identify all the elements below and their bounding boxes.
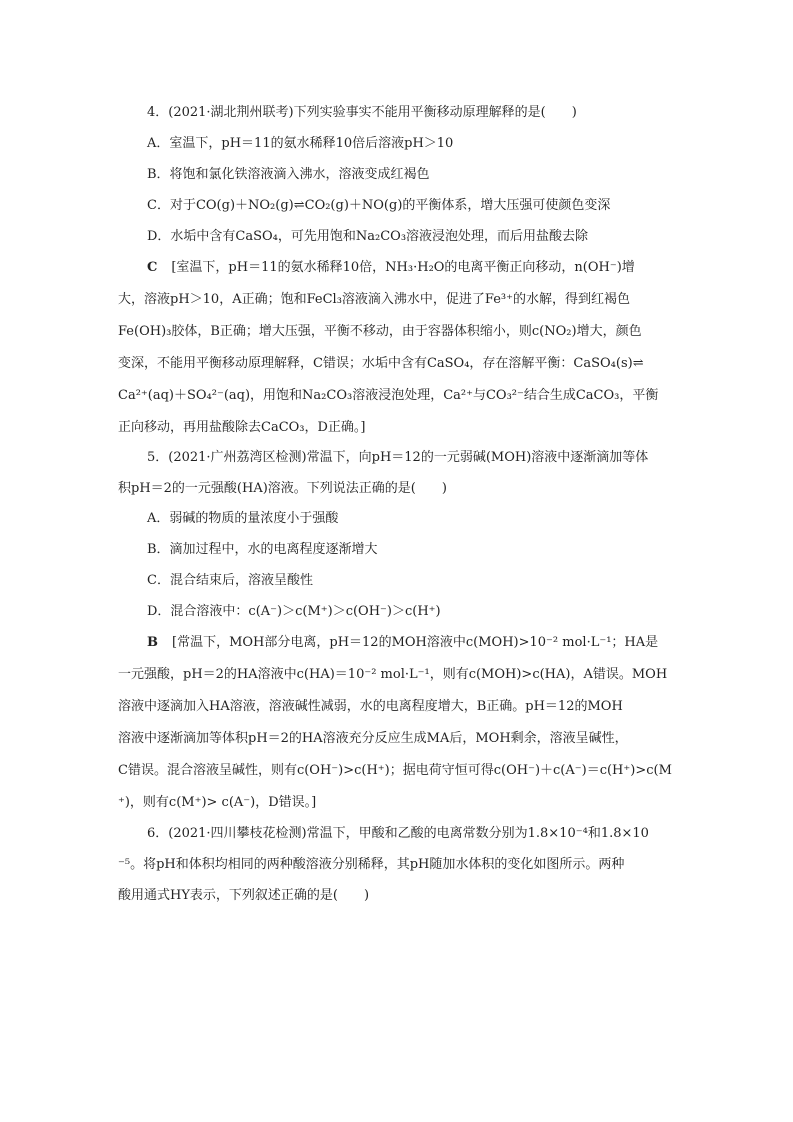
q5-answer-letter: B — [147, 635, 158, 650]
q5-answer-line-4: 溶液中逐渐滴加等体积pH＝2的HA溶液充分反应生成MA后，MOH剩余，溶液呈碱性， — [118, 731, 628, 746]
q4-answer-line-4: 变深，不能用平衡移动原理解释，C错误；水垢中含有CaSO₄，存在溶解平衡：CaSO₄(s)⇌ — [118, 356, 644, 371]
q5-answer-line-2: 一元强酸，pH＝2的HA溶液中c(HA)＝10⁻² mol·L⁻¹，则有c(MOH)>c(HA)，A错误。MOH — [118, 667, 668, 682]
q5-stem-line-2: 积pH＝2的一元强酸(HA)溶液。下列说法正确的是( ) — [118, 481, 447, 496]
q5-answer-line-5: C错误。混合溶液呈碱性，则有c(OH⁻)>c(H⁺)；据电荷守恒可得c(OH⁻)＋c(A⁻)＝c(H⁺)>c(M — [118, 763, 672, 778]
q6-stem-line-2: ⁻⁵。将pH和体积均相同的两种酸溶液分别稀释，其pH随加水体积的变化如图所示。两种 — [118, 857, 625, 872]
q5-answer-line-6: ⁺)，则有c(M⁺)> c(A⁻)，D错误。] — [118, 795, 317, 810]
q5-option-b: B．滴加过程中，水的电离程度逐渐增大 — [147, 542, 378, 557]
q4-answer-line-6: 正向移动，再用盐酸除去CaCO₃，D正确。] — [118, 420, 366, 435]
q5-option-c: C．混合结束后，溶液呈酸性 — [147, 573, 313, 588]
q6-stem-line-3: 酸用通式HY表示，下列叙述正确的是( ) — [118, 888, 370, 903]
q4-option-d: D．水垢中含有CaSO₄，可先用饱和Na₂CO₃溶液浸泡处理，而后用盐酸去除 — [147, 229, 589, 244]
q5-stem-line-1: 5．(2021·广州荔湾区检测)常温下，向pH＝12的一元弱碱(MOH)溶液中逐渐滴加等体 — [147, 450, 649, 465]
q6-stem-line-1: 6．(2021·四川攀枝花检测)常温下，甲酸和乙酸的电离常数分别为1.8×10⁻⁴和1.8×10 — [147, 826, 649, 841]
q4-option-a: A．室温下，pH＝11的氨水稀释10倍后溶液pH＞10 — [147, 136, 454, 151]
q5-answer-line-3: 溶液中逐滴加入HA溶液，溶液碱性减弱，水的电离程度增大，B正确。pH＝12的MOH — [118, 699, 623, 714]
q4-answer-line-2: 大，溶液pH＞10，A正确；饱和FeCl₃溶液滴入沸水中，促进了Fe³⁺的水解，得到红褐色 — [118, 292, 630, 307]
q5-answer-line-1 — [147, 633, 658, 653]
q4-answer-line-1 — [147, 258, 635, 278]
q4-answer-letter: C — [147, 260, 158, 275]
q4-option-c: C．对于CO(g)＋NO₂(g)⇌CO₂(g)＋NO(g)的平衡体系，增大压强可使颜色变深 — [147, 198, 611, 213]
q4-answer-text: [室温下，pH＝11的氨水稀释10倍，NH₃·H₂O的电离平衡正向移动，n(OH⁻)增 — [171, 260, 635, 275]
q5-option-d: D．混合溶液中：c(A⁻)＞c(M⁺)＞c(OH⁻)＞c(H⁺) — [147, 604, 441, 619]
q4-option-b: B．将饱和氯化铁溶液滴入沸水，溶液变成红褐色 — [147, 167, 430, 182]
q4-stem: 4．(2021·湖北荆州联考)下列实验事实不能用平衡移动原理解释的是( ) — [147, 105, 577, 120]
q5-option-a: A．弱碱的物质的量浓度小于强酸 — [147, 511, 339, 526]
q4-answer-line-3: Fe(OH)₃胶体，B正确；增大压强，平衡不移动，由于容器体积缩小，则c(NO₂)增大，颜色 — [118, 324, 642, 339]
q4-answer-line-5: Ca²⁺(aq)＋SO₄²⁻(aq)，用饱和Na₂CO₃溶液浸泡处理，Ca²⁺与CO₃²⁻结合生成CaCO₃，平衡 — [118, 388, 659, 403]
q5-answer-text: [常温下，MOH部分电离，pH＝12的MOH溶液中c(MOH)>10⁻² mol·L⁻¹；HA是 — [172, 635, 659, 650]
